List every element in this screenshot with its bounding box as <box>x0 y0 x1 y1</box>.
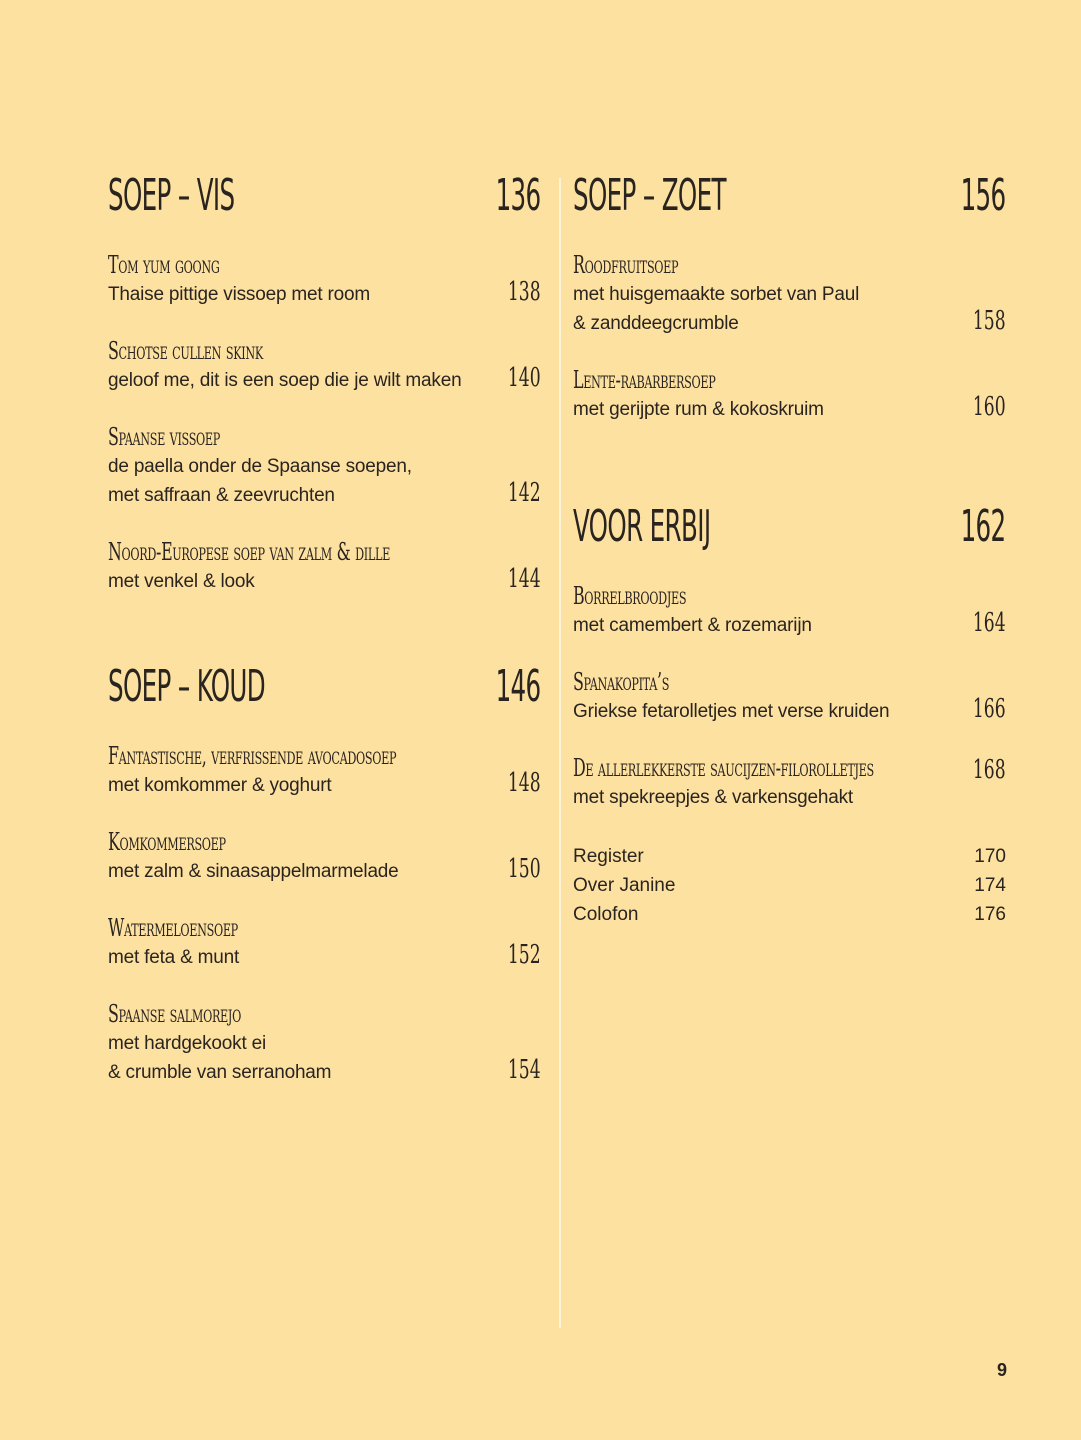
section-page-number: 146 <box>496 661 541 712</box>
entry-list <box>108 741 541 1087</box>
section-heading <box>573 170 1006 230</box>
back-matter-item[interactable] <box>573 871 1006 900</box>
page-number: 9 <box>997 1360 1008 1380</box>
section-title: SOEP – VIS <box>108 170 235 221</box>
recipe-title: Tom yum goong <box>108 251 220 279</box>
recipe-title: Lente-rabarbersoep <box>573 366 716 394</box>
toc-entry[interactable] <box>108 336 541 395</box>
recipe-description: Griekse fetarolletjes met verse kruiden <box>573 701 890 722</box>
section-page-number: 162 <box>961 501 1006 552</box>
recipe-title: Fantastische, verfrissende avocadosoep <box>108 742 397 770</box>
recipe-title: De allerlekkerste saucijzen-filorolletjes <box>573 754 874 782</box>
toc-entry[interactable] <box>573 250 1006 338</box>
toc-section <box>108 170 541 596</box>
recipe-page-number: 160 <box>973 392 1006 422</box>
back-matter-page: 170 <box>974 846 1006 867</box>
toc-entry[interactable] <box>108 250 541 309</box>
toc-entry[interactable] <box>108 999 541 1087</box>
back-matter-label: Over Janine <box>573 875 676 896</box>
recipe-description: met gerijpte rum & kokoskruim <box>573 399 824 420</box>
recipe-title: Komkommersoep <box>108 828 226 856</box>
back-matter-item[interactable] <box>573 900 1006 929</box>
recipe-description: met komkommer & yoghurt <box>108 775 332 796</box>
toc-section <box>108 661 541 1087</box>
recipe-page-number: 150 <box>508 854 541 884</box>
section-heading <box>108 661 541 721</box>
recipe-page-number: 140 <box>508 363 541 393</box>
back-matter-item[interactable] <box>573 842 1006 871</box>
recipe-title: Roodfruitsoep <box>573 251 679 279</box>
left-column <box>108 170 541 1114</box>
back-matter-page: 176 <box>974 904 1006 925</box>
toc-section <box>573 501 1006 812</box>
recipe-title: Schotse cullen skink <box>108 337 263 365</box>
recipe-description: Thaise pittige vissoep met room <box>108 284 371 305</box>
section-title: SOEP – ZOET <box>573 170 726 221</box>
section-heading <box>108 170 541 230</box>
back-matter-label: Register <box>573 846 644 867</box>
section-heading <box>573 501 1006 561</box>
recipe-page-number: 138 <box>508 277 541 307</box>
recipe-page-number: 164 <box>973 608 1006 638</box>
toc-entry[interactable] <box>108 741 541 800</box>
recipe-description: met huisgemaakte sorbet van Paul <box>573 284 860 305</box>
recipe-description: met camembert & rozemarijn <box>573 615 812 636</box>
recipe-page-number: 152 <box>508 940 541 970</box>
recipe-page-number: 168 <box>973 755 1006 785</box>
recipe-description: met zalm & sinaasappelmarmelade <box>108 861 399 882</box>
recipe-title: Spaanse vissoep <box>108 423 221 451</box>
toc-section <box>573 170 1006 424</box>
back-matter-label: Colofon <box>573 904 639 925</box>
section-title: SOEP – KOUD <box>108 661 266 712</box>
section-title: VOOR ERBIJ <box>573 501 711 552</box>
recipe-description: met feta & munt <box>108 947 240 968</box>
entry-list <box>573 250 1006 424</box>
toc-entry[interactable] <box>573 581 1006 640</box>
recipe-title: Borrelbroodjes <box>573 582 687 610</box>
section-page-number: 156 <box>961 170 1006 221</box>
toc-entry[interactable] <box>108 913 541 972</box>
recipe-description: & zanddeegcrumble <box>573 313 739 334</box>
toc-entry[interactable] <box>573 365 1006 424</box>
toc-entry[interactable] <box>573 667 1006 726</box>
right-column <box>573 170 1006 929</box>
recipe-title: Spanakopita’s <box>573 668 670 696</box>
column-divider <box>559 178 561 1328</box>
section-page-number: 136 <box>496 170 541 221</box>
recipe-description: met saffraan & zeevruchten <box>108 485 335 506</box>
recipe-title: Noord-Europese soep van zalm & dille <box>108 538 390 566</box>
recipe-description: & crumble van serranoham <box>108 1062 332 1083</box>
recipe-description: met hardgekookt ei <box>108 1033 266 1054</box>
recipe-description: met venkel & look <box>108 571 255 592</box>
recipe-title: Spaanse salmorejo <box>108 1000 241 1028</box>
entry-list <box>108 250 541 596</box>
recipe-title: Watermeloensoep <box>108 914 238 942</box>
recipe-description: geloof me, dit is een soep die je wilt maken <box>108 370 462 391</box>
back-matter-page: 174 <box>974 875 1006 896</box>
back-matter-list <box>573 842 1006 929</box>
recipe-page-number: 166 <box>973 694 1006 724</box>
toc-entry[interactable] <box>108 827 541 886</box>
toc-entry[interactable] <box>573 753 1006 812</box>
recipe-page-number: 148 <box>508 768 541 798</box>
recipe-page-number: 142 <box>508 478 541 508</box>
entry-list <box>573 581 1006 812</box>
toc-entry[interactable] <box>108 422 541 510</box>
recipe-page-number: 158 <box>973 306 1006 336</box>
recipe-page-number: 154 <box>508 1055 541 1085</box>
toc-entry[interactable] <box>108 537 541 596</box>
recipe-description: de paella onder de Spaanse soepen, <box>108 456 412 477</box>
recipe-description: met spekreepjes & varkensgehakt <box>573 787 854 808</box>
recipe-page-number: 144 <box>508 564 541 594</box>
